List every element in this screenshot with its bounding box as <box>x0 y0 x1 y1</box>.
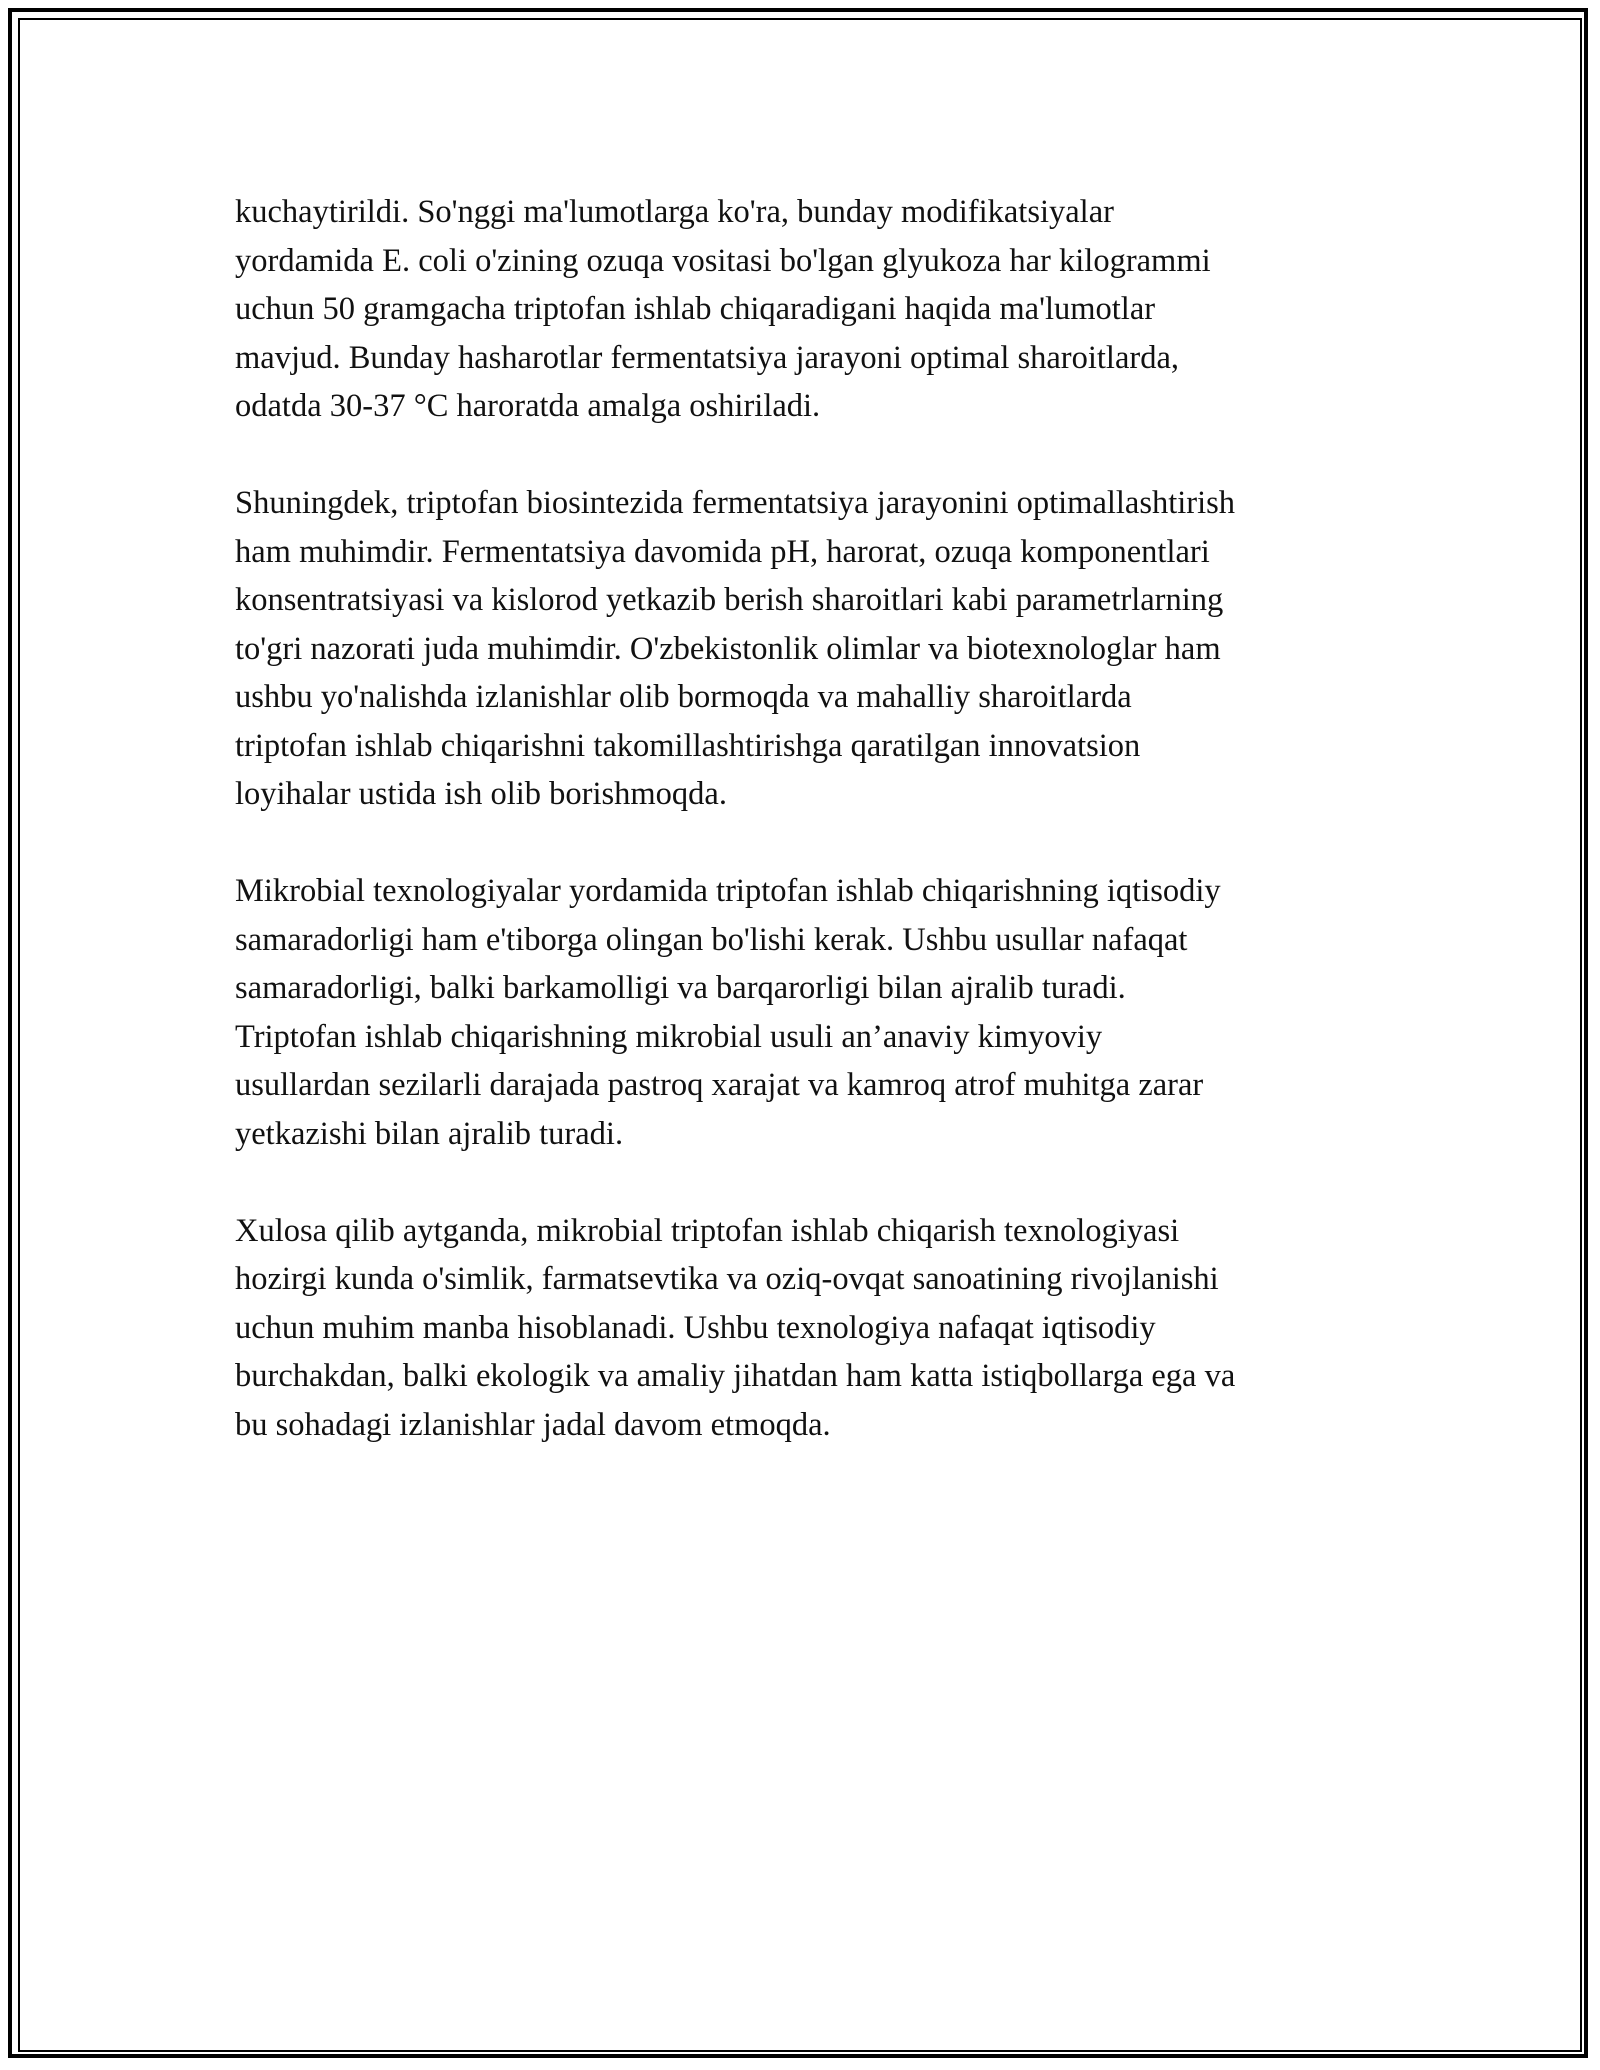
text-line: triptofan ishlab chiqarishni takomillashtirishga qaratilgan innovatsion <box>235 727 1141 764</box>
text-line: uchun 50 gramgacha triptofan ishlab chiqaradigani haqida ma'lumotlar <box>235 291 1156 327</box>
text-line: bu sohadagi izlanishlar jadal davom etmoqda. <box>235 1406 831 1443</box>
text-line: mavjud. Bunday hasharotlar fermentatsiya jarayoni optimal sharoitlarda, <box>235 339 1180 376</box>
text-line: usullardan sezilarli darajada pastroq xarajat va kamroq atrof muhitga zarar <box>235 1067 1204 1103</box>
text-line: Triptofan ishlab chiqarishning mikrobial usuli an’anaviy kimyoviy <box>235 1018 1103 1055</box>
text-line: burchakdan, balki ekologik va amaliy jihatdan ham katta istiqbollarga ega va <box>235 1358 1236 1394</box>
text-line: to'gri nazorati juda muhimdir. O'zbekistonlik olimlar va biotexnologlar ham <box>235 630 1221 667</box>
text-line: uchun muhim manba hisoblanadi. Ushbu texnologiya nafaqat iqtisodiy <box>235 1309 1156 1346</box>
text-line: samaradorligi, balki barkamolligi va barqarorligi bilan ajralib turadi. <box>235 970 1126 1006</box>
text-line: Shuningdek, triptofan biosintezida fermentatsiya jarayonini optimallashtirish <box>235 485 1236 521</box>
paragraph-1 <box>235 188 1375 431</box>
paragraph-4 <box>235 1207 1375 1450</box>
text-line: yetkazishi bilan ajralib turadi. <box>235 1115 624 1152</box>
document-body <box>235 188 1375 1449</box>
text-line: ushbu yo'nalishda izlanishlar olib bormoqda va mahalliy sharoitlarda <box>235 679 1132 715</box>
text-line: kuchaytirildi. So'nggi ma'lumotlarga ko'ra, bunday modifikatsiyalar <box>235 194 1114 230</box>
text-line: odatda 30-37 °C haroratda amalga oshiriladi. <box>235 388 821 424</box>
text-line: Xulosa qilib aytganda, mikrobial triptofan ishlab chiqarish texnologiyasi <box>235 1212 1180 1249</box>
text-line: Mikrobial texnologiyalar yordamida triptofan ishlab chiqarishning iqtisodiy <box>235 873 1221 909</box>
text-line: konsentratsiyasi va kislorod yetkazib berish sharoitlari kabi parametrlarning <box>235 582 1224 618</box>
paragraph-3 <box>235 867 1375 1158</box>
text-line: loyihalar ustida ish olib borishmoqda. <box>235 776 727 812</box>
text-line: ham muhimdir. Fermentatsiya davomida pH, harorat, ozuqa komponentlari <box>235 533 1210 570</box>
text-line: samaradorligi ham e'tiborga olingan bo'lishi kerak. Ushbu usullar nafaqat <box>235 921 1188 958</box>
text-line: yordamida E. coli o'zining ozuqa vositasi bo'lgan glyukoza har kilogrammi <box>235 242 1211 279</box>
text-line: hozirgi kunda o'simlik, farmatsevtika va oziq-ovqat sanoatining rivojlanishi <box>235 1261 1219 1297</box>
paragraph-2 <box>235 479 1375 819</box>
